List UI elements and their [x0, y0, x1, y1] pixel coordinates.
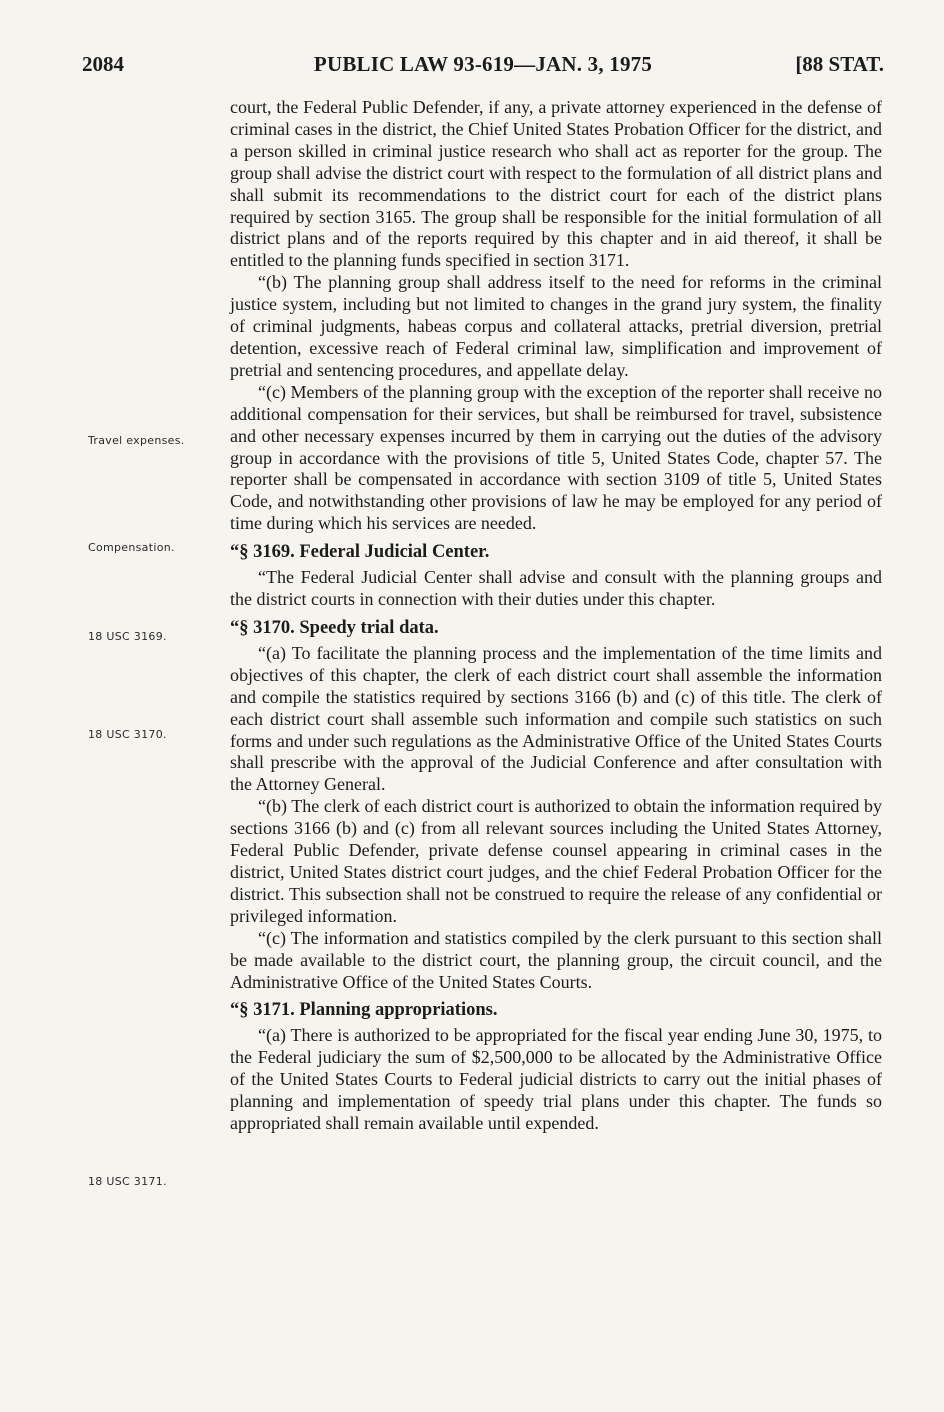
section-heading-3170: “§ 3170. Speedy trial data. [230, 617, 439, 638]
paragraph-compensation: “(c) Members of the planning group with the exception of the reporter shall receive no additional compensation for their services, but shall be reimbursed for travel, subsistence and other necessary expenses incurred by them in carrying out the duties of the advisory group in accordance with the provisions of title 5, United States Code, chapter 57. The reporter shall be compensated in accordance with section 3109 of title 5, United States Code, and notwithstanding other provisions of law he may be employed for any period of time during which his services are needed. [230, 381, 882, 534]
paragraph-planning-group-members: court, the Federal Public Defender, if any, a private attorney experienced in the defense of criminal cases in the district, the Chief United States Probation Officer for the district, and a person skilled in criminal justice research who shall act as reporter for the group. The group shall advise the district court with respect to the formulation of all district plans and shall submit its recommendations to the district court for each of the district plans required by section 3165. The group shall be responsible for the initial formulation of all district plans and of the reports required by this chapter and in aid thereof, it shall be entitled to the planning funds specified in section 3171. [230, 97, 882, 271]
paragraph-speedy-trial-data-c: “(c) The information and statistics compiled by the clerk pursuant to this section shall be made available to the district court, the planning group, the circuit council, and the Administrative Office of the United States Courts. [230, 927, 882, 992]
paragraph-planning-appropriations: “(a) There is authorized to be appropriated for the fiscal year ending June 30, 1975, to the Federal judiciary the sum of $2,500,000 to be allocated by the Administrative Office of the United States Courts to Federal judicial districts to carry out the initial phases of planning and implementation of speedy trial plans under this chapter. The funds so appropriated shall remain available until expended. [230, 1025, 882, 1134]
margin-note-compensation: Compensation. [88, 541, 175, 554]
main-text-column [230, 97, 882, 1135]
statute-reference: [88 STAT. [795, 52, 884, 76]
paragraph-speedy-trial-data-a: “(a) To facilitate the planning process and the implementation of the time limits and objectives of this chapter, the clerk of each district court shall assemble the information and compile the statistics required by sections 3166 (b) and (c) of this title. The clerk of each district court shall assemble such information and compile such statistics on such forms and under such regulations as the Administrative Office of the United States Courts shall prescribe with the approval of the Judicial Conference and after consultation with the Attorney General. [230, 642, 882, 795]
margin-note-usc-3171: 18 USC 3171. [88, 1175, 167, 1188]
section-heading-3169: “§ 3169. Federal Judicial Center. [230, 542, 490, 563]
margin-note-usc-3170: 18 USC 3170. [88, 728, 167, 741]
margin-note-usc-3169: 18 USC 3169. [88, 630, 167, 643]
paragraph-reforms: “(b) The planning group shall address itself to the need for reforms in the criminal justice system, including but not limited to changes in the grand jury system, the finality of criminal judgments, habeas corpus and collateral attacks, pretrial diversion, pretrial detention, excessive reach of Federal criminal law, simplification and improvement of pretrial and sentencing procedures, and appellate delay. [230, 272, 882, 380]
page-title: PUBLIC LAW 93-619—JAN. 3, 1975 [313, 52, 653, 76]
page-number: 2084 [82, 52, 124, 76]
page-header [82, 44, 884, 78]
paragraph-federal-judicial-center: “The Federal Judicial Center shall advise and consult with the planning groups and the district courts in connection with their duties under this chapter. [230, 567, 882, 610]
margin-note-travel-expenses: Travel expenses. [88, 434, 185, 447]
section-heading-3171: “§ 3171. Planning appropriations. [230, 1000, 498, 1021]
paragraph-speedy-trial-data-b: “(b) The clerk of each district court is authorized to obtain the information required by sections 3166 (b) and (c) from all relevant sources including the United States Attorney, Federal Public Defender, private defense counsel appearing in criminal cases in the district, United States district court judges, and the chief Federal Probation Officer for the district. This subsection shall not be construed to require the release of any confidential or privileged information. [230, 796, 882, 926]
